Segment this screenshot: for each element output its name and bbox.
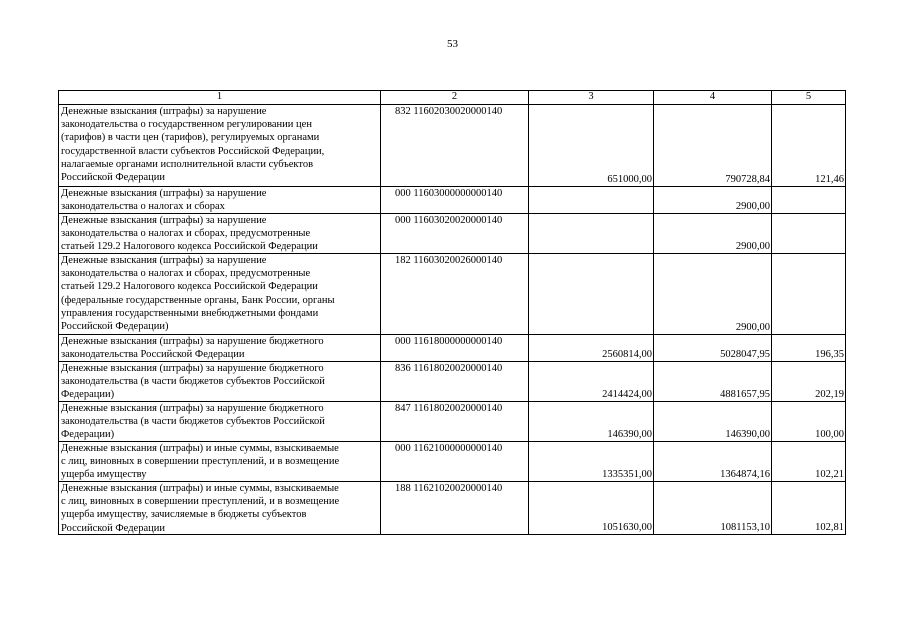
row-col5-percent: 202,19 (771, 361, 846, 402)
header-col-2-code: 2 (380, 90, 529, 105)
row-name: Денежные взыскания (штрафы) за нарушение законодательства о государственном регулировании цен (тарифов) в части цен (тарифов), регулируемых органами государственной власти субъектов Российской Федерации, налагаемые органами исполнительной власти субъектов Российской Федерации (58, 104, 381, 187)
row-code: 182 11603020026000140 (380, 253, 529, 335)
row-code: 000 11618000000000140 (380, 334, 529, 362)
row-col3-value (528, 253, 654, 335)
row-col4-value: 2900,00 (653, 213, 772, 254)
row-name: Денежные взыскания (штрафы) за нарушение законодательства о налогах и сборах, предусмотренные статьей 129.2 Налогового кодекса Российской Федерации (58, 213, 381, 254)
row-col4-value: 2900,00 (653, 186, 772, 214)
row-code: 836 11618020020000140 (380, 361, 529, 402)
row-col4-value: 4881657,95 (653, 361, 772, 402)
row-col5-percent: 102,21 (771, 441, 846, 482)
row-col5-percent (771, 213, 846, 254)
row-col4-value: 2900,00 (653, 253, 772, 335)
row-code: 847 11618020020000140 (380, 401, 529, 442)
row-col3-value: 1335351,00 (528, 441, 654, 482)
row-col3-value: 651000,00 (528, 104, 654, 187)
row-col4-value: 1364874,16 (653, 441, 772, 482)
row-col5-percent: 102,81 (771, 481, 846, 535)
row-col3-value: 146390,00 (528, 401, 654, 442)
row-col4-value: 146390,00 (653, 401, 772, 442)
row-col3-value (528, 186, 654, 214)
row-name: Денежные взыскания (штрафы) за нарушение бюджетного законодательства (в части бюджетов субъектов Российской Федерации) (58, 361, 381, 402)
row-name: Денежные взыскания (штрафы) и иные суммы, взыскиваемые с лиц, виновных в совершении преступлений, и в возмещение ущерба имуществу (58, 441, 381, 482)
row-code: 000 11603000000000140 (380, 186, 529, 214)
row-name: Денежные взыскания (штрафы) за нарушение бюджетного законодательства (в части бюджетов субъектов Российской Федерации) (58, 401, 381, 442)
row-name: Денежные взыскания (штрафы) и иные суммы, взыскиваемые с лиц, виновных в совершении преступлений, и в возмещение ущерба имуществу, зачисляемые в бюджеты субъектов Российской Федерации (58, 481, 381, 535)
row-code: 000 11621000000000140 (380, 441, 529, 482)
header-col-3: 3 (528, 90, 654, 105)
row-code: 000 11603020020000140 (380, 213, 529, 254)
row-col5-percent (771, 186, 846, 214)
row-col3-value: 2560814,00 (528, 334, 654, 362)
row-col5-percent: 121,46 (771, 104, 846, 187)
row-col5-percent: 100,00 (771, 401, 846, 442)
row-col5-percent (771, 253, 846, 335)
row-code: 832 11602030020000140 (380, 104, 529, 187)
row-name: Денежные взыскания (штрафы) за нарушение законодательства о налогах и сборах (58, 186, 381, 214)
row-col3-value: 2414424,00 (528, 361, 654, 402)
row-col3-value: 1051630,00 (528, 481, 654, 535)
row-col4-value: 5028047,95 (653, 334, 772, 362)
header-col-5: 5 (771, 90, 846, 105)
row-col5-percent: 196,35 (771, 334, 846, 362)
row-col4-value: 790728,84 (653, 104, 772, 187)
page-number: 53 (447, 38, 458, 50)
header-col-1-name: 1 (58, 90, 381, 105)
row-name: Денежные взыскания (штрафы) за нарушение законодательства о налогах и сборах, предусмотренные статьей 129.2 Налогового кодекса Российской Федерации (федеральные государственные органы, Банк России, органы управления государственными внебюджетными фондами Российской Федерации) (58, 253, 381, 335)
row-code: 188 11621020020000140 (380, 481, 529, 535)
row-col3-value (528, 213, 654, 254)
row-name: Денежные взыскания (штрафы) за нарушение бюджетного законодательства Российской Федерации (58, 334, 381, 362)
row-col4-value: 1081153,10 (653, 481, 772, 535)
header-col-4: 4 (653, 90, 772, 105)
